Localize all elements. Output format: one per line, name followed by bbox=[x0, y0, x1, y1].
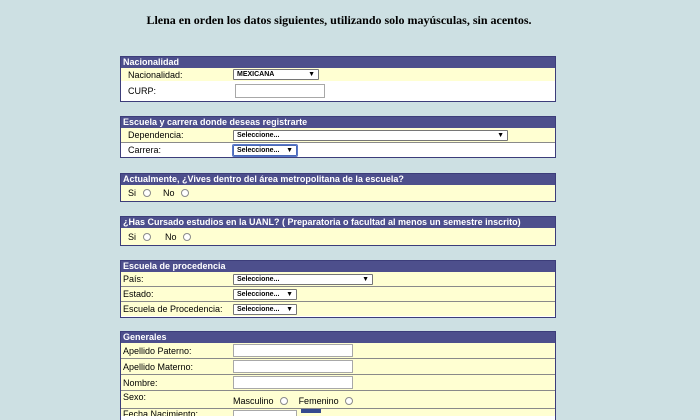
fecha-nacimiento-label: Fecha Nacimiento: bbox=[123, 409, 199, 416]
femenino-label: Femenino bbox=[298, 395, 339, 406]
escuela-procedencia-select-value: Seleccione... bbox=[237, 305, 280, 313]
chevron-down-icon: ▼ bbox=[362, 275, 369, 283]
section-title: Generales bbox=[121, 332, 555, 343]
pais-select[interactable] bbox=[233, 274, 373, 285]
carrera-select-value: Seleccione... bbox=[237, 146, 280, 154]
nombre-input[interactable] bbox=[233, 376, 353, 389]
escuela-procedencia-select[interactable] bbox=[233, 304, 297, 315]
area-no-radio[interactable] bbox=[181, 189, 189, 197]
escuela-procedencia-label: Escuela de Procedencia: bbox=[123, 304, 223, 314]
chevron-down-icon: ▼ bbox=[286, 290, 293, 298]
section-nacionalidad bbox=[120, 56, 556, 102]
estado-select-value: Seleccione... bbox=[237, 290, 280, 298]
pais-select-value: Seleccione... bbox=[237, 275, 280, 283]
nacionalidad-label: Nacionalidad: bbox=[128, 69, 183, 80]
nombre-label: Nombre: bbox=[123, 377, 158, 388]
area-no-label: No bbox=[163, 188, 175, 199]
carrera-select[interactable] bbox=[233, 145, 297, 156]
section-title: ¿Has Cursado estudios en la UANL? ( Preparatoria o facultad al menos un semestre inscrito) bbox=[121, 217, 555, 228]
carrera-label: Carrera: bbox=[128, 145, 162, 155]
estado-label: Estado: bbox=[123, 289, 154, 299]
section-title: Escuela de procedencia bbox=[121, 261, 555, 272]
section-title: Escuela y carrera donde deseas registrarte bbox=[121, 117, 555, 128]
apellido-materno-input[interactable] bbox=[233, 360, 353, 373]
sexo-label: Sexo: bbox=[123, 392, 147, 402]
section-area-metropolitana bbox=[120, 173, 556, 202]
uanl-si-label: Si bbox=[128, 231, 137, 242]
chevron-down-icon: ▼ bbox=[286, 146, 293, 154]
calendar-icon[interactable] bbox=[301, 409, 321, 413]
dependencia-label: Dependencia: bbox=[128, 130, 184, 140]
masculino-radio[interactable] bbox=[280, 397, 288, 405]
apellido-paterno-label: Apellido Paterno: bbox=[123, 345, 192, 356]
masculino-label: Masculino bbox=[233, 395, 274, 406]
section-procedencia bbox=[120, 260, 556, 318]
section-escuela-carrera bbox=[120, 116, 556, 158]
chevron-down-icon: ▼ bbox=[497, 131, 504, 139]
section-title: Actualmente, ¿Vives dentro del área metropolitana de la escuela? bbox=[121, 174, 555, 185]
area-si-label: Si bbox=[128, 188, 137, 199]
section-generales bbox=[120, 331, 556, 420]
uanl-no-label: No bbox=[165, 231, 177, 242]
nacionalidad-select-value: MEXICANA bbox=[237, 71, 275, 78]
dependencia-select[interactable] bbox=[233, 130, 508, 141]
fecha-nacimiento-input[interactable] bbox=[233, 410, 297, 416]
chevron-down-icon: ▼ bbox=[286, 305, 293, 313]
curp-label: CURP: bbox=[128, 86, 157, 96]
area-si-radio[interactable] bbox=[143, 189, 151, 197]
estado-select[interactable] bbox=[233, 289, 297, 300]
page-instructions: Llena en orden los datos siguientes, utilizando solo mayúsculas, sin acentos. bbox=[146, 13, 532, 27]
dependencia-select-value: Seleccione... bbox=[237, 131, 280, 139]
apellido-materno-label: Apellido Materno: bbox=[123, 361, 194, 372]
uanl-si-radio[interactable] bbox=[143, 233, 151, 241]
section-title: Nacionalidad bbox=[121, 57, 555, 68]
curp-input[interactable] bbox=[235, 84, 325, 98]
nacionalidad-select[interactable] bbox=[233, 69, 319, 80]
apellido-paterno-input[interactable] bbox=[233, 344, 353, 357]
uanl-no-radio[interactable] bbox=[183, 233, 191, 241]
chevron-down-icon: ▼ bbox=[308, 71, 315, 78]
section-uanl bbox=[120, 216, 556, 246]
femenino-radio[interactable] bbox=[345, 397, 353, 405]
pais-label: País: bbox=[123, 274, 144, 284]
